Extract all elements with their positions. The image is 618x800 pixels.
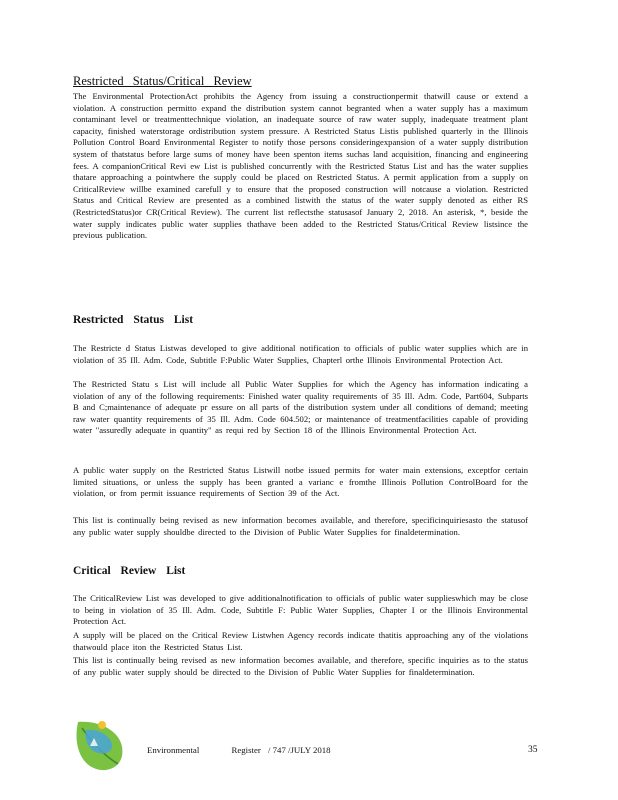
- restricted-paragraph-1: The Restricte d Status Listwas developed to give additional notification to officials of public water supplies which are in violation of 35 Ill. Adm. Code, Subtitle F:Public Water Supplies, Chapterl orthe Illinois Environmental Protection Act.: [73, 343, 528, 365]
- restricted-paragraph-2: The Restricted Statu s List will include all Public Water Supplies for which the Agency has information indicating a violation of any of the following requirements: Finished water quality requirements of 35 Ill. Adm. Code, Part604, Subparts B and C;maintenance of adequate pr essure on all parts of the distribution system under all conditions of demand; meeting raw water quantity requirements of 35 Ill. Adm. Code 604.502; or maintenance of treatmentfacilities capable of providing water "assuredly adequate in quantity" as requi red by Section 18 of the Illinois Environmental Protection Act.: [73, 379, 528, 436]
- footer-issue: / 747 /JULY 2018: [268, 745, 331, 755]
- page-title: Restricted Status/Critical Review: [73, 74, 252, 88]
- sun-icon: [98, 721, 106, 729]
- critical-paragraph-1: The CriticalReview List was developed to give additionalnotification to officials of public water supplieswhich may be close to being in violation of 35 Ill. Adm. Code, Subtitle F: Public Water Supplies, Chapter I or the Illinois Environmental Protection Act.: [73, 593, 528, 627]
- restricted-status-heading: Restricted Status List: [73, 314, 194, 326]
- restricted-paragraph-4: This list is continually being revised as new information becomes available, and therefore, specificinquiriesasto the statusof any public water supply shouldbe directed to the Division of Public Water Supplies for finaldetermination.: [73, 515, 528, 537]
- footer-publication: Environmental Register: [147, 745, 261, 755]
- leaf-logo-icon: [72, 716, 128, 774]
- critical-review-heading: Critical Review List: [73, 565, 186, 577]
- footer-page-number: 35: [528, 745, 538, 755]
- restricted-paragraph-3: A public water supply on the Restricted Status Listwill notbe issued permits for water main extensions, exceptfor certain limited situations, or unless the supply has been granted a varianc e fromthe Illinois Pollution ControlBoard for the violation, or from permit issuance requirements of Section 39 of the Act.: [73, 465, 528, 499]
- critical-paragraph-2: A supply will be placed on the Critical Review Listwhen Agency records indicate thatitis approaching any of the violations thatwould place iton the Restricted Status List.: [73, 630, 528, 652]
- intro-paragraph: The Environmental ProtectionAct prohibits the Agency from issuing a constructionpermit thatwill cause or extend a violation. A construction permitto expand the distribution system cannot begranted when a water supply has a maximum contaminant level or treatmenttechnique violation, an inadequate source of raw water supply, inadequate treatment plant capacity, finished waterstorage ordistribution system pressure. A Restricted Status Listis published quarterly in the Illinois Pollution Control Board Environmental Register to notify those persons consideringexpansion of a water supply distribution system of thatstatus before large sums of money have been spenton items suchas land acquisition, financing and engineering fees. A companionCritical Revi ew List is published concurrently with the Restricted Status List and has the water supplies thatare approaching a pointwhere the supply could be placed on Restricted Status. A permit application from a supply on CriticalReview willbe examined carefull y to ensure that the proposed construction will notcause a violation. Restricted Status and Critical Review are presented as a combined listwith the status of the water supply denoted as either RS (RestrictedStatus)or CR(Critical Review). The current list reflectsthe statusasof January 2, 2018. An asterisk, *, beside the water supply indicates public water supplies thathave been added to the Restricted Status/Critical Review listsince the previous publication.: [73, 91, 528, 241]
- critical-paragraph-3: This list is continually being revised as new information becomes available, and therefore, specific inquiries as to the status of any public water supply should be directed to the Division of Public Water Supplies for finaldetermination.: [73, 655, 528, 677]
